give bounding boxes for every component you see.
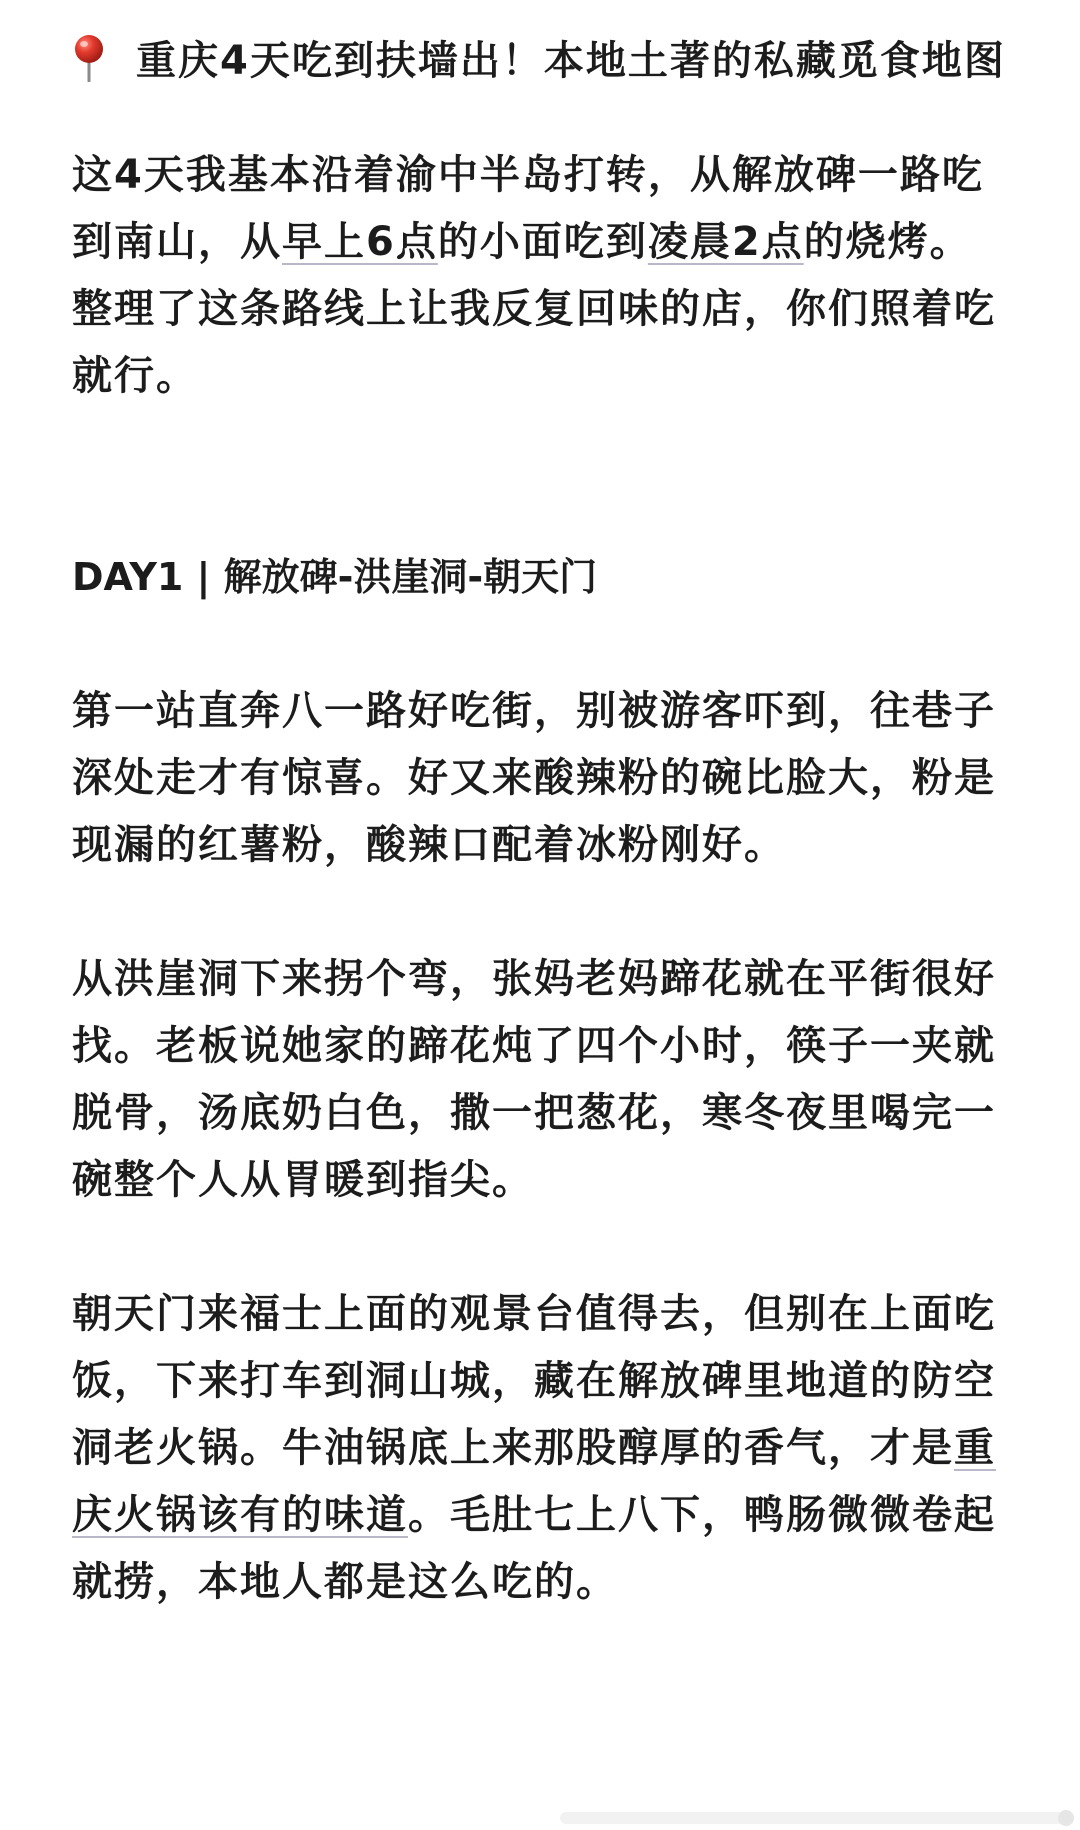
hotpot-text-2: 。毛肚七上八下，鸭肠微微卷起就捞，本地人都是这么吃的。 bbox=[72, 1492, 996, 1605]
intro-text-3: 的烧烤。整理了这条路线上让我反复回味的店，你们照着吃就行。 bbox=[72, 219, 996, 399]
paragraph-hotpot bbox=[72, 1281, 1012, 1616]
day1-heading: DAY1 | 解放碑-洪崖洞-朝天门 bbox=[72, 555, 598, 599]
paragraph-tihua: 从洪崖洞下来拐个弯，张妈老妈蹄花就在平街很好找。老板说她家的蹄花炖了四个小时，筷子一夹就脱骨，汤底奶白色，撒一把葱花，寒冬夜里喝完一碗整个人从胃暖到指尖。 bbox=[72, 956, 996, 1203]
intro-link-6am[interactable]: 早上6点 bbox=[282, 219, 438, 265]
post-title bbox=[72, 28, 1012, 95]
paragraph-haoyoulai: 第一站直奔八一路好吃街，别被游客吓到，往巷子深处走才有惊喜。好又来酸辣粉的碗比脸大，粉是现漏的红薯粉，酸辣口配着冰粉刚好。 bbox=[72, 688, 996, 868]
intro-text-2: 的小面吃到 bbox=[437, 219, 648, 265]
scrollbar-thumb[interactable] bbox=[1058, 1810, 1074, 1826]
post-title-text: 重庆4天吃到扶墙出！本地土著的私藏觅食地图 bbox=[136, 38, 1006, 84]
round-pushpin-icon bbox=[72, 34, 106, 82]
post-content bbox=[72, 28, 1012, 1616]
horizontal-scrollbar[interactable] bbox=[560, 1812, 1068, 1824]
intro-link-2am[interactable]: 凌晨2点 bbox=[647, 219, 804, 265]
intro-text-1: 这4天我基本沿着渝中半岛打转，从解放碑一路吃到南山，从 bbox=[72, 152, 984, 265]
hotpot-text-1: 朝天门来福士上面的观景台值得去，但别在上面吃饭，下来打车到洞山城，藏在解放碑里地道的防空洞老火锅。牛油锅底上来那股醇厚的香气，才是 bbox=[72, 1291, 996, 1471]
hotpot-link-flavor[interactable]: 重庆火锅该有的味道 bbox=[72, 1425, 996, 1538]
intro-paragraph bbox=[72, 142, 1012, 410]
